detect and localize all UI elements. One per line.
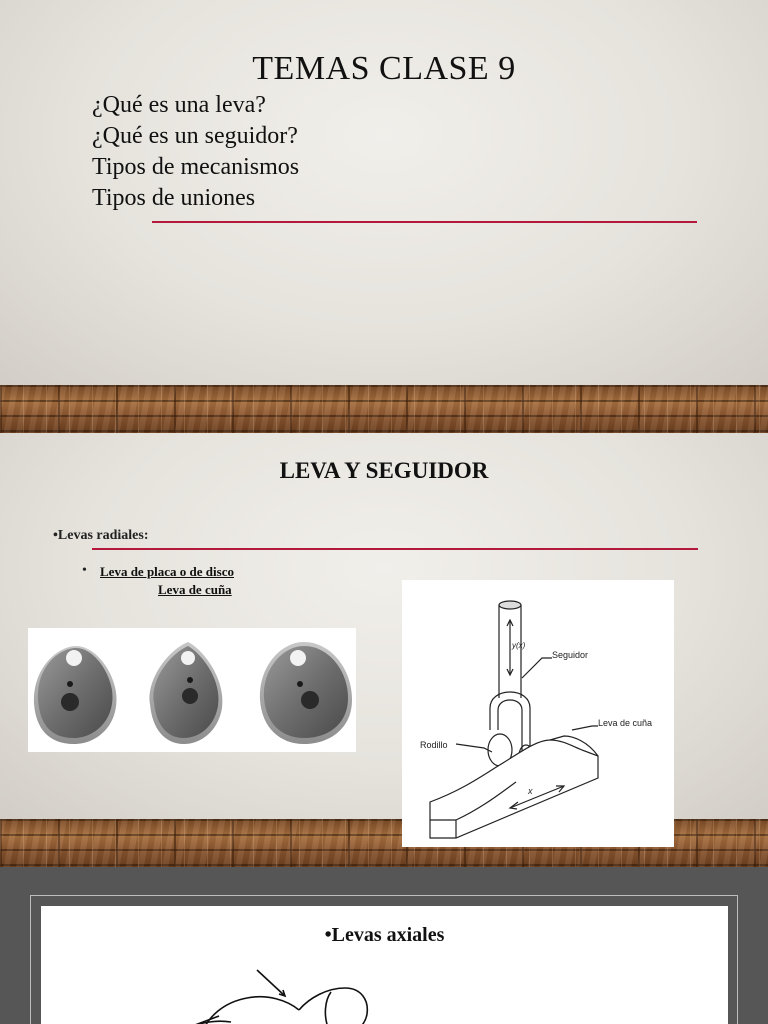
diagram-label-x: x [528, 786, 533, 796]
slide-title: •Levas axiales [324, 924, 445, 946]
slide-1[interactable] [0, 0, 768, 433]
topic-item: ¿Qué es un seguidor? [92, 123, 298, 149]
link-leva-placa-disco[interactable]: Leva de placa o de disco [100, 564, 234, 579]
diagram-label-seguidor: Seguidor [552, 650, 589, 660]
slide-title: TEMAS CLASE 9 [252, 50, 516, 87]
diagram-label-rodillo: Rodillo [420, 740, 448, 750]
slide-content-card [41, 906, 728, 1024]
topic-item: Tipos de uniones [92, 185, 256, 211]
section-heading: •Levas radiales: [53, 528, 149, 543]
accent-divider [92, 548, 698, 550]
slide-3[interactable] [0, 867, 768, 1024]
topic-item: ¿Qué es una leva? [92, 92, 266, 118]
diagram-label-leva-cuna: Leva de cuña [598, 718, 653, 728]
accent-divider [152, 221, 697, 223]
cam-disc-2 [150, 642, 223, 744]
bullet-dot: • [82, 563, 87, 578]
slide-2[interactable] [0, 433, 768, 867]
diagram-label-yx: y(x) [512, 641, 526, 650]
wood-floor-decoration [0, 385, 768, 433]
cam-disc-3 [260, 642, 352, 744]
topic-list [92, 90, 299, 214]
disc-cams-photo [28, 628, 356, 752]
topic-item: Tipos de mecanismos [92, 154, 300, 180]
link-leva-cuna[interactable]: Leva de cuña [158, 582, 232, 597]
wedge-cam-diagram [402, 580, 674, 847]
slide-title: LEVA Y SEGUIDOR [279, 458, 489, 483]
cam-disc-1 [34, 646, 117, 744]
